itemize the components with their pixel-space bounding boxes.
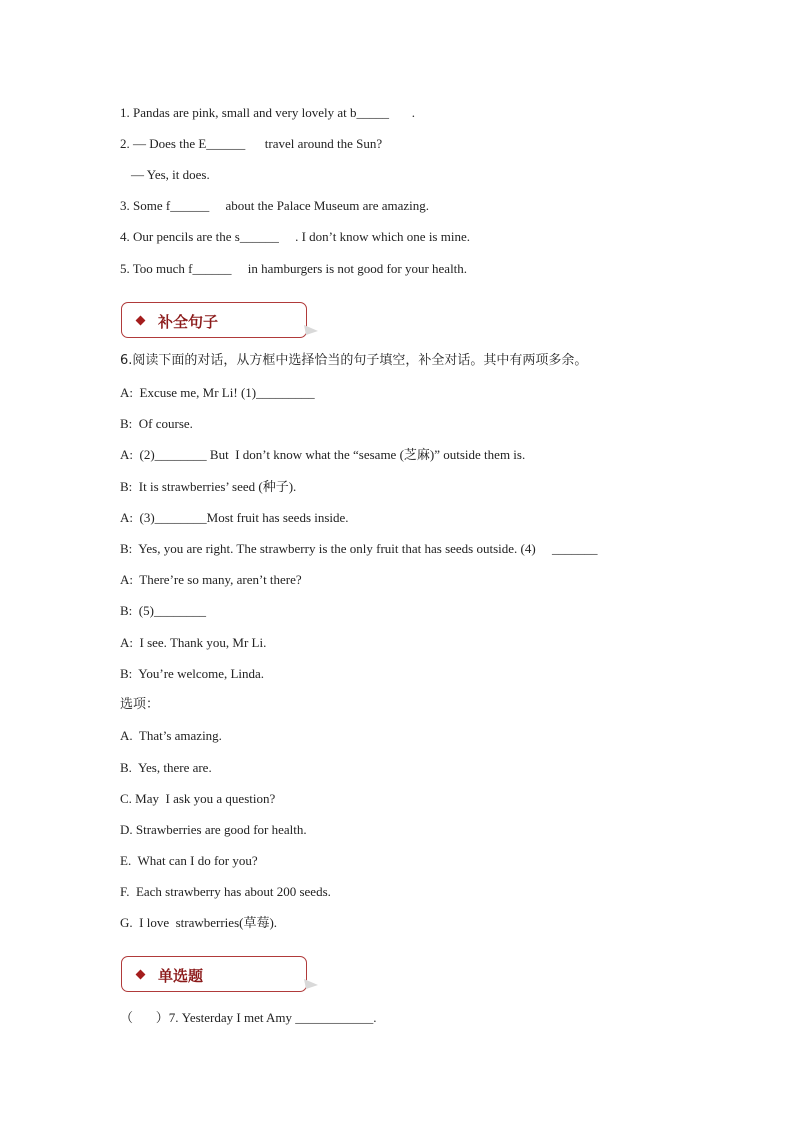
header-tab-tail (304, 979, 318, 989)
dialogue-line: B: Of course. (120, 416, 193, 431)
option-item: A. That’s amazing. (120, 728, 222, 743)
dialogue-line: A: (2)________ But I don’t know what the “sesame (芝麻)” outside them is. (120, 447, 526, 462)
dialogue-line: A: (3)________Most fruit has seeds inside. (120, 510, 349, 525)
option-item: G. I love strawberries(草莓). (120, 915, 278, 930)
dialogue-line: B: (5)________ (120, 603, 206, 618)
fill-in-question: 5. Too much f______ in hamburgers is not good for your health. (120, 261, 468, 276)
header-tab-tail (304, 325, 318, 335)
options-label: 选项： (120, 697, 160, 712)
fill-in-question: 4. Our pencils are the s______ . I don’t know which one is mine. (120, 229, 470, 244)
section-title: 补全句子 (158, 313, 219, 331)
dialogue-line: A: I see. Thank you, Mr Li. (120, 635, 267, 650)
option-item: C. May I ask you a question? (120, 791, 276, 806)
diamond-icon (136, 970, 146, 980)
single-choice-question: （ ）7. Yesterday I met Amy ____________. (120, 1010, 377, 1025)
fill-in-question: 2. — Does the E______ travel around the Sun? (120, 136, 383, 151)
diamond-icon (136, 316, 146, 326)
dialogue-line: B: Yes, you are right. The strawberry is the only fruit that has seeds outside. (4) _______ (120, 541, 598, 556)
section-header-single-choice (121, 956, 307, 992)
option-item: F. Each strawberry has about 200 seeds. (120, 884, 331, 899)
dialogue-line: A: There’re so many, aren’t there? (120, 572, 302, 587)
option-item: B. Yes, there are. (120, 760, 212, 775)
dialogue-line: A: Excuse me, Mr Li! (1)_________ (120, 385, 315, 400)
option-item: D. Strawberries are good for health. (120, 822, 307, 837)
fill-in-question: 3. Some f______ about the Palace Museum are amazing. (120, 198, 430, 213)
dialogue-instruction: 6.阅读下面的对话，从方框中选择恰当的句子填空，补全对话。其中有两项多余。 (120, 353, 588, 368)
dialogue-line: B: It is strawberries’ seed (种子). (120, 479, 297, 494)
fill-in-answer: — Yes, it does. (131, 167, 210, 182)
section-header-complete-sentences (121, 302, 307, 338)
fill-in-question: 1. Pandas are pink, small and very lovely at b_____ . (120, 105, 415, 120)
section-title: 单选题 (158, 967, 204, 985)
dialogue-line: B: You’re welcome, Linda. (120, 666, 265, 681)
option-item: E. What can I do for you? (120, 853, 258, 868)
